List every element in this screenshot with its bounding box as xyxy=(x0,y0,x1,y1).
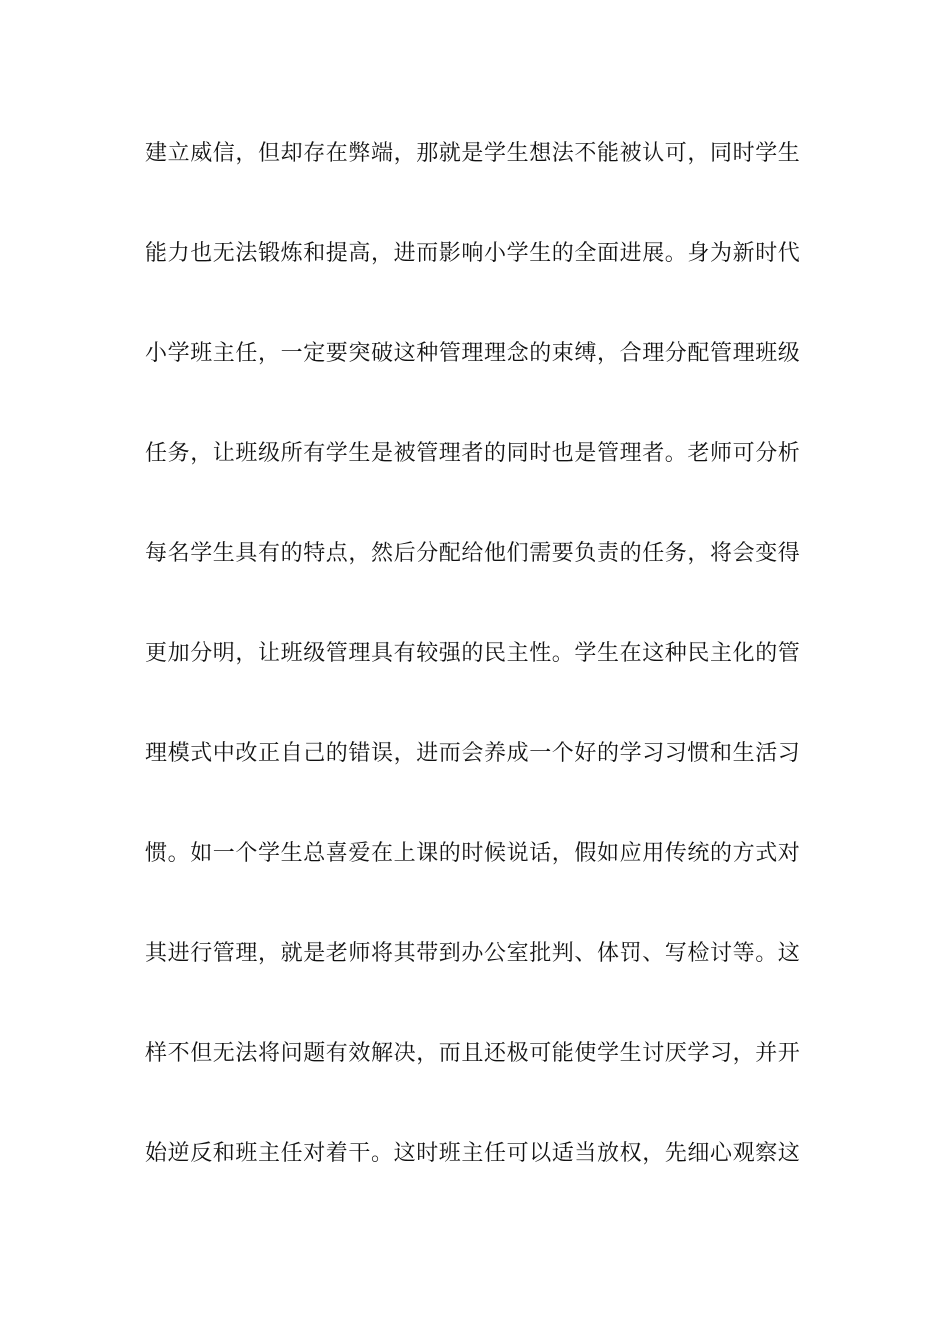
text-line: 惯。如一个学生总喜爱在上课的时候说话，假如应用传统的方式对 xyxy=(145,841,801,866)
text-line: 始逆反和班主任对着干。这时班主任可以适当放权，先细心观察这 xyxy=(145,1141,801,1166)
text-line: 小学班主任，一定要突破这种管理理念的束缚，合理分配管理班级 xyxy=(145,341,801,366)
text-line: 更加分明，让班级管理具有较强的民主性。学生在这种民主化的管 xyxy=(145,641,801,666)
text-line: 任务，让班级所有学生是被管理者的同时也是管理者。老师可分析 xyxy=(145,441,801,466)
body-paragraph xyxy=(145,129,815,1229)
text-line: 其进行管理，就是老师将其带到办公室批判、体罚、写检讨等。这 xyxy=(145,941,801,966)
text-line: 每名学生具有的特点，然后分配给他们需要负责的任务，将会变得 xyxy=(145,541,801,566)
text-line: 样不但无法将问题有效解决，而且还极可能使学生讨厌学习，并开 xyxy=(145,1041,801,1066)
text-line: 建立威信，但却存在弊端，那就是学生想法不能被认可，同时学生 xyxy=(145,141,801,166)
text-line: 能力也无法锻炼和提高，进而影响小学生的全面进展。身为新时代 xyxy=(145,241,801,266)
text-line: 理模式中改正自己的错误，进而会养成一个好的学习习惯和生活习 xyxy=(145,741,801,766)
